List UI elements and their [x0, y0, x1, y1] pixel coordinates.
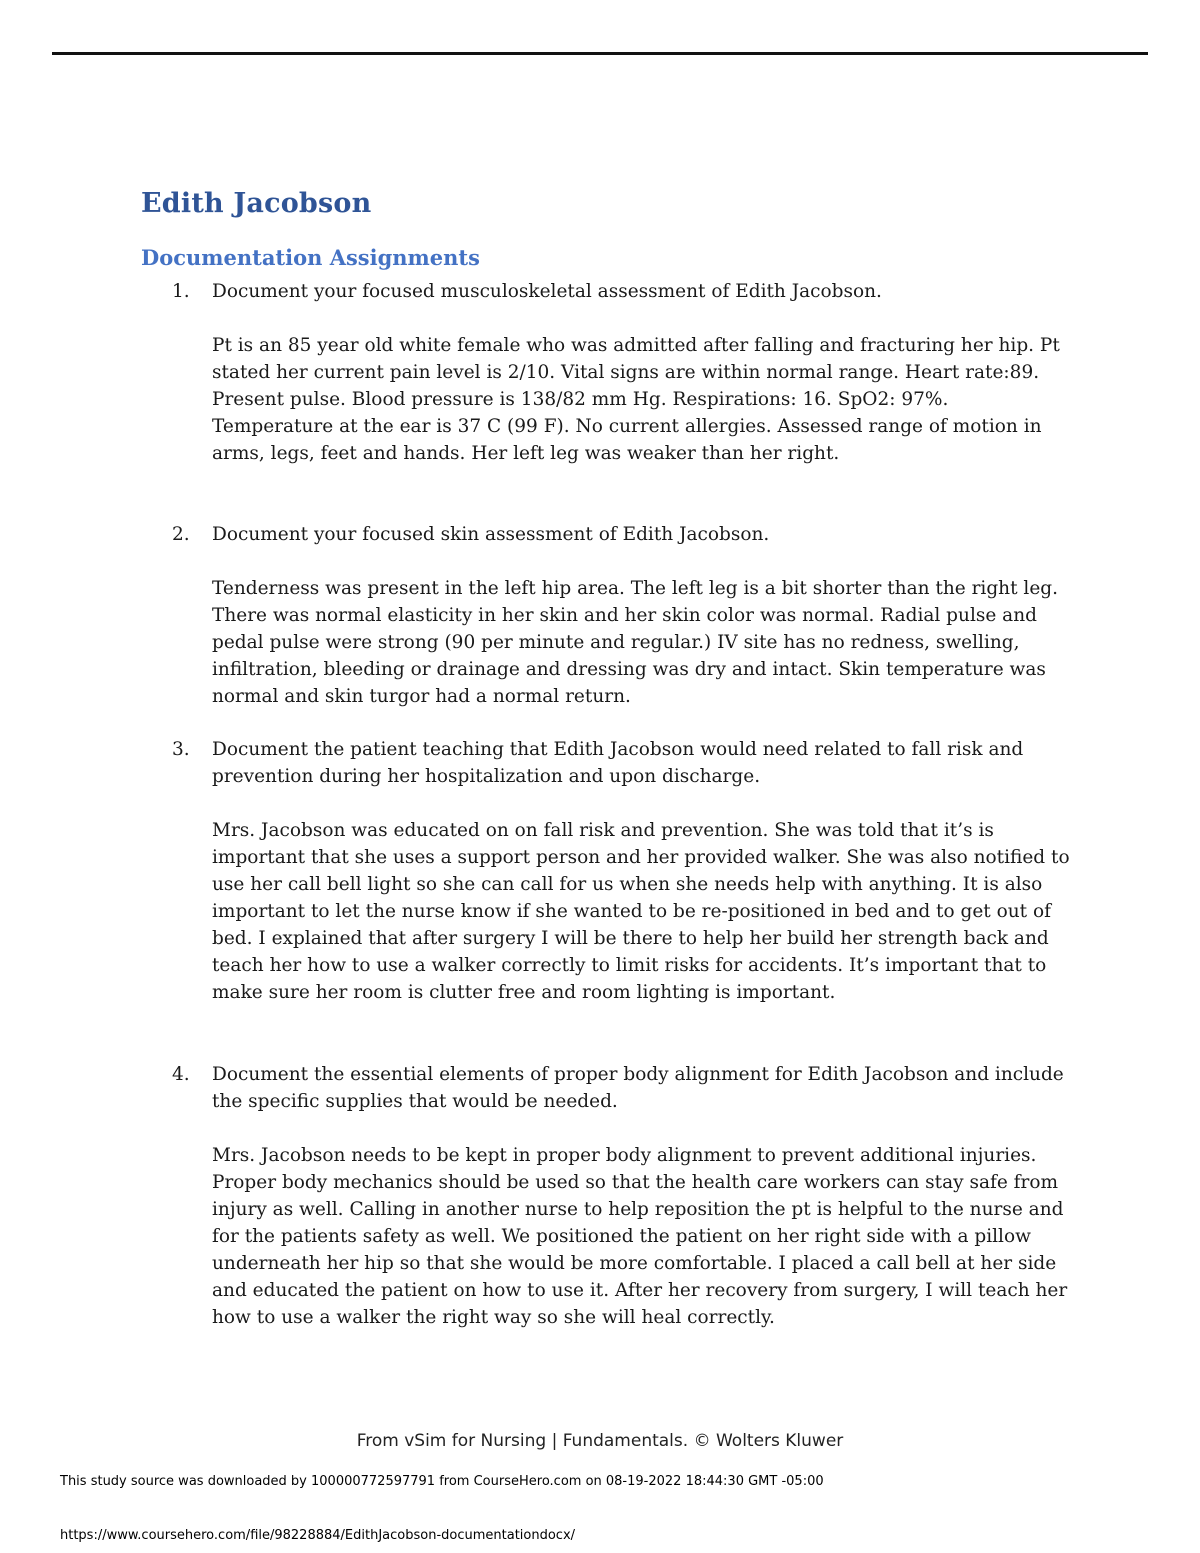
question-4-number: 4. [172, 1064, 190, 1085]
question-3 [172, 736, 1072, 1006]
question-2 [172, 521, 1072, 710]
source-url[interactable]: https://www.coursehero.com/file/98228884/EdithJacobson-documentationdocx/ [60, 1528, 576, 1543]
question-2-answer: Tenderness was present in the left hip area. The left leg is a bit shorter than the right leg. There was normal elasticity in her skin and her skin color was normal. Radial pulse and pedal pulse were strong (90 per minute and regular.) IV site has no redness, swelling, infiltration, bleeding or drainage and dressing was dry and intact. Skin temperature was normal and skin turgor had a normal return. [212, 578, 1059, 707]
question-4-answer: Mrs. Jacobson needs to be kept in proper body alignment to prevent additional injuries. Proper body mechanics should be used so that the health care workers can stay safe from injury as well. Calling in another nurse to help reposition the pt is helpful to the nurse and for the patients safety as well. We positioned the patient on her right side with a pillow underneath her hip so that she would be more comfortable. I placed a call bell at her side and educated the patient on how to use it. After her recovery from surgery, I will teach her how to use a walker the right way so she will heal correctly. [212, 1145, 1068, 1328]
question-2-number: 2. [172, 524, 190, 545]
top-rule [52, 52, 1148, 55]
download-note: This study source was downloaded by 100000772597791 from CourseHero.com on 08-19-2022 18:44:30 GMT -05:00 [60, 1474, 824, 1489]
question-1 [172, 278, 1072, 467]
document-subtitle: Documentation Assignments [141, 245, 480, 270]
document-title: Edith Jacobson [141, 188, 372, 219]
question-1-answer: Pt is an 85 year old white female who was admitted after falling and fracturing her hip. Pt stated her current pain level is 2/10. Vital signs are within normal range. Heart rate:89. Present pulse. Blood pressure is 138/82 mm Hg. Respirations: 16. SpO2: 97%. Temperature at the ear is 37 C (99 F). No current allergies. Assessed range of motion in arms, legs, feet and hands. Her left leg was weaker than her right. [212, 335, 1060, 464]
question-3-prompt: Document the patient teaching that Edith Jacobson would need related to fall risk and prevention during her hospitalization and upon discharge. [212, 739, 1024, 787]
question-3-number: 3. [172, 739, 190, 760]
footer-source: From vSim for Nursing | Fundamentals. © Wolters Kluwer [356, 1431, 844, 1451]
question-4-prompt: Document the essential elements of proper body alignment for Edith Jacobson and include the specific supplies that would be needed. [212, 1064, 1064, 1112]
question-2-prompt: Document your focused skin assessment of Edith Jacobson. [212, 524, 770, 545]
question-4 [172, 1061, 1072, 1331]
question-1-prompt: Document your focused musculoskeletal assessment of Edith Jacobson. [212, 281, 882, 302]
question-1-number: 1. [172, 281, 190, 302]
question-3-answer: Mrs. Jacobson was educated on on fall risk and prevention. She was told that it’s is important that she uses a support person and her provided walker. She was also notified to use her call bell light so she can call for us when she needs help with anything. It is also important to let the nurse know if she wanted to be re-positioned in bed and to get out of bed. I explained that after surgery I will be there to help her build her strength back and teach her how to use a walker correctly to limit risks for accidents. It’s important that to make sure her room is clutter free and room lighting is important. [212, 820, 1070, 1003]
